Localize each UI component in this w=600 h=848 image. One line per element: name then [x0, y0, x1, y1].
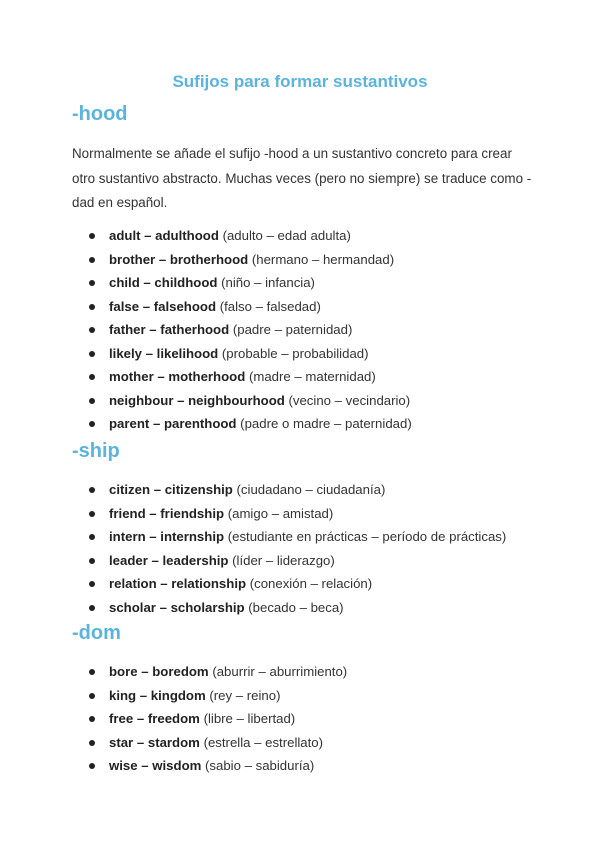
english-word-pair: friend – friendship	[109, 505, 225, 521]
english-word-pair: mother – motherhood	[109, 369, 246, 384]
spanish-translation: (padre – paternidad)	[232, 322, 353, 337]
spanish-translation: (amigo – amistad)	[227, 505, 334, 521]
spanish-translation: (becado – beca)	[248, 599, 344, 615]
list-item	[72, 318, 542, 342]
english-word-pair: child – childhood	[109, 275, 218, 290]
spanish-translation: (rey – reino)	[209, 687, 281, 703]
list-item	[72, 707, 542, 731]
english-word-pair: star – stardom	[109, 734, 200, 750]
list-item	[72, 248, 542, 272]
list-item	[72, 684, 542, 708]
english-word-pair: wise – wisdom	[109, 758, 202, 773]
english-word-pair: intern – internship	[109, 529, 225, 544]
english-word-pair: father – fatherhood	[109, 322, 230, 337]
list-item	[72, 224, 542, 248]
spanish-translation: (estudiante en prácticas – período de prácticas)	[227, 529, 507, 544]
spanish-translation: (madre – maternidad)	[248, 369, 376, 384]
spanish-translation: (vecino – vecindario)	[288, 392, 411, 408]
spanish-translation: (líder – liderazgo)	[232, 552, 335, 568]
spanish-translation: (probable – probabilidad)	[221, 345, 369, 361]
english-word-pair: scholar – scholarship	[109, 599, 245, 615]
english-word-pair: parent – parenthood	[109, 416, 237, 431]
list-item	[72, 572, 542, 596]
list-item	[72, 342, 542, 366]
spanish-translation: (niño – infancia)	[221, 275, 315, 290]
english-word-pair: free – freedom	[109, 711, 200, 726]
list-item	[72, 365, 542, 389]
spanish-translation: (libre – libertad)	[203, 711, 296, 726]
spanish-translation: (falso – falsedad)	[219, 298, 321, 314]
spanish-translation: (padre o madre – paternidad)	[240, 416, 412, 431]
list-item	[72, 389, 542, 413]
spanish-translation: (hermano – hermandad)	[251, 251, 395, 267]
list-item	[72, 412, 542, 436]
list-item	[72, 754, 542, 778]
english-word-pair: bore – boredom	[109, 664, 209, 679]
list-item	[72, 478, 542, 502]
list-item	[72, 502, 542, 526]
spanish-translation: (ciudadano – ciudadanía)	[236, 482, 386, 497]
spanish-translation: (estrella – estrellato)	[203, 734, 324, 750]
english-word-pair: leader – leadership	[109, 552, 229, 568]
intro-paragraph: Normalmente se añade el sufijo -hood a un sustantivo concreto para crear otro sustantivo abstracto. Muchas veces (pero no siempre) se traduce como -dad en español.	[72, 146, 532, 210]
english-word-pair: relation – relationship	[109, 576, 247, 591]
list-item	[72, 596, 542, 620]
word-list-dom	[72, 660, 542, 778]
list-item	[72, 731, 542, 755]
list-item	[72, 295, 542, 319]
english-word-pair: citizen – citizenship	[109, 482, 233, 497]
spanish-translation: (conexión – relación)	[249, 576, 373, 591]
list-item	[72, 549, 542, 573]
section-heading-dom: -dom	[72, 622, 121, 644]
list-item	[72, 271, 542, 295]
word-list-hood	[72, 224, 542, 436]
english-word-pair: neighbour – neighbourhood	[109, 392, 285, 408]
spanish-translation: (aburrir – aburrimiento)	[212, 664, 348, 679]
section-heading-ship: -ship	[72, 440, 120, 462]
page-title: Sufijos para formar sustantivos	[172, 72, 428, 91]
english-word-pair: king – kingdom	[109, 687, 206, 703]
english-word-pair: adult – adulthood	[109, 228, 219, 243]
spanish-translation: (adulto – edad adulta)	[222, 228, 351, 243]
section-heading-hood: -hood	[72, 103, 128, 125]
spanish-translation: (sabio – sabiduría)	[205, 758, 315, 773]
english-word-pair: false – falsehood	[109, 298, 217, 314]
english-word-pair: brother – brotherhood	[109, 251, 249, 267]
english-word-pair: likely – likelihood	[109, 345, 219, 361]
list-item	[72, 525, 542, 549]
list-item	[72, 660, 542, 684]
word-list-ship	[72, 478, 542, 619]
